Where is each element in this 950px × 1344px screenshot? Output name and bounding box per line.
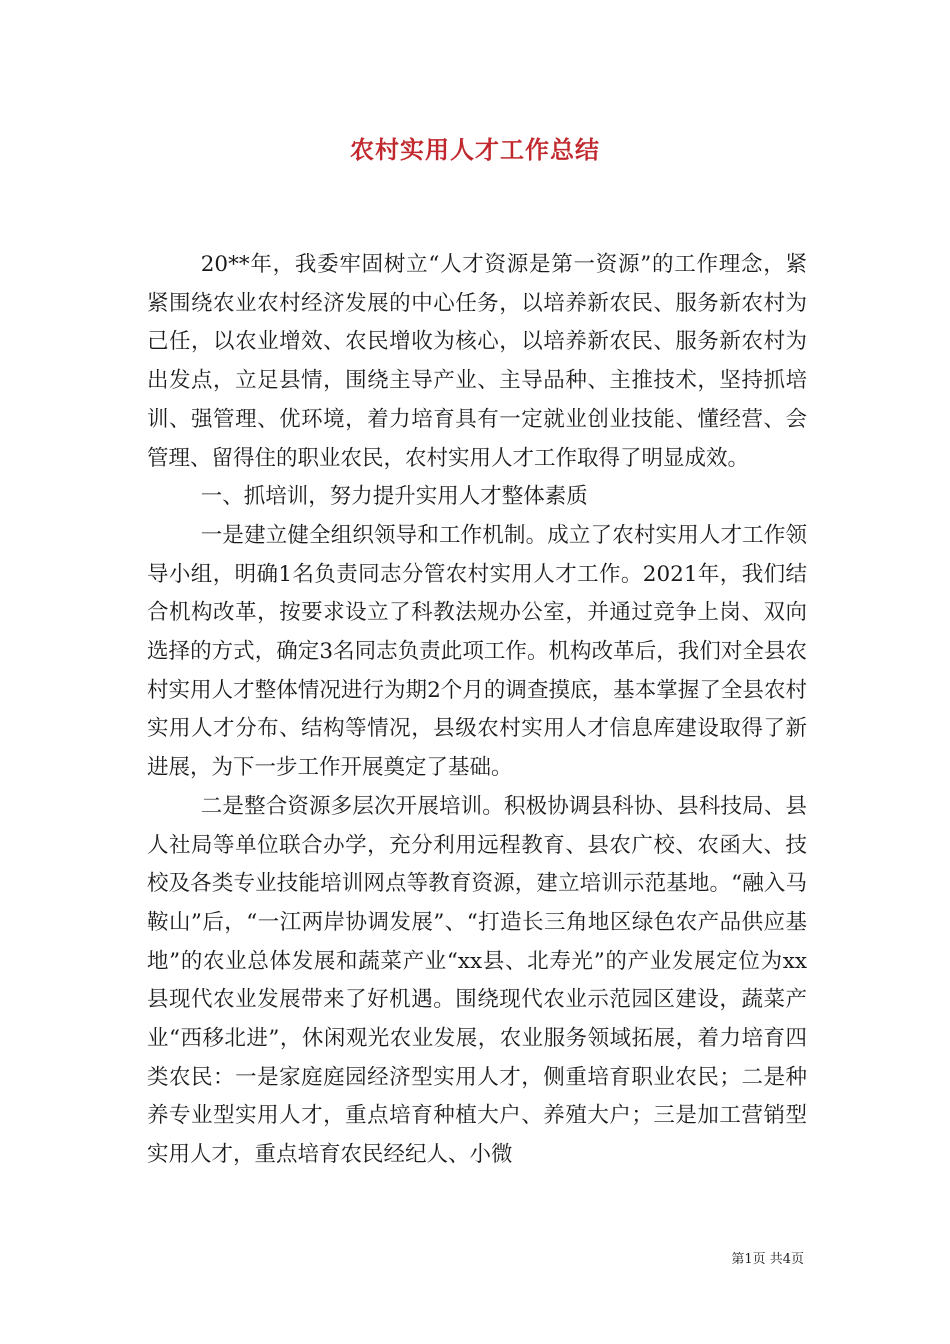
paragraph-organization: 一是建立健全组织领导和工作机制。成立了农村实用人才工作领导小组，明确1名负责同志分管农村实用人才工作。2021年，我们结合机构改革，按要求设立了科教法规办公室，并通过竞争上岗、双向选择的方式，确定3名同志负责此项工作。机构改革后，我们对全县农村实用人才整体情况进行为期2个月的调查摸底，基本掌握了全县农村实用人才分布、结构等情况，县级农村实用人才信息库建设取得了新进展，为下一步工作开展奠定了基础。: [147, 522, 807, 781]
document-title: 农村实用人才工作总结: [350, 135, 600, 164]
page-number: 第1页 共4页: [731, 1252, 804, 1267]
paragraph-training: 二是整合资源多层次开展培训。积极协调县科协、县科技局、县人社局等单位联合办学，充分利用远程教育、县农广校、农函大、技校及各类专业技能培训网点等教育资源，建立培训示范基地。“融入马鞍山”后，“一江两岸协调发展”、“打造长三角地区绿色农产品供应基地”的农业总体发展和蔬菜产业“xx县、北寿光”的产业发展定位为xx县现代农业发展带来了好机遇。围绕现代农业示范园区建设，蔬菜产业“西移北进”，休闲观光农业发展，农业服务领域拓展，着力培育四类农民：一是家庭庭园经济型实用人才，侧重培育职业农民；二是种养专业型实用人才，重点培育种植大户、养殖大户；三是加工营销型实用人才，重点培育农民经纪人、小微: [147, 793, 807, 1168]
section-heading-1: 一、抓培训，努力提升实用人才整体素质: [200, 484, 588, 510]
document-body: [147, 246, 807, 1175]
paragraph-intro: 20**年，我委牢固树立“人才资源是第一资源”的工作理念，紧紧围绕农业农村经济发展的中心任务，以培养新农民、服务新农村为己任，以农业增效、农民增收为核心，以培养新农民、服务新农村为出发点，立足县情，围绕主导产业、主导品种、主推技术，坚持抓培训、强管理、优环境，着力培育具有一定就业创业技能、懂经营、会管理、留得住的职业农民，农村实用人才工作取得了明显成效。: [147, 252, 807, 471]
